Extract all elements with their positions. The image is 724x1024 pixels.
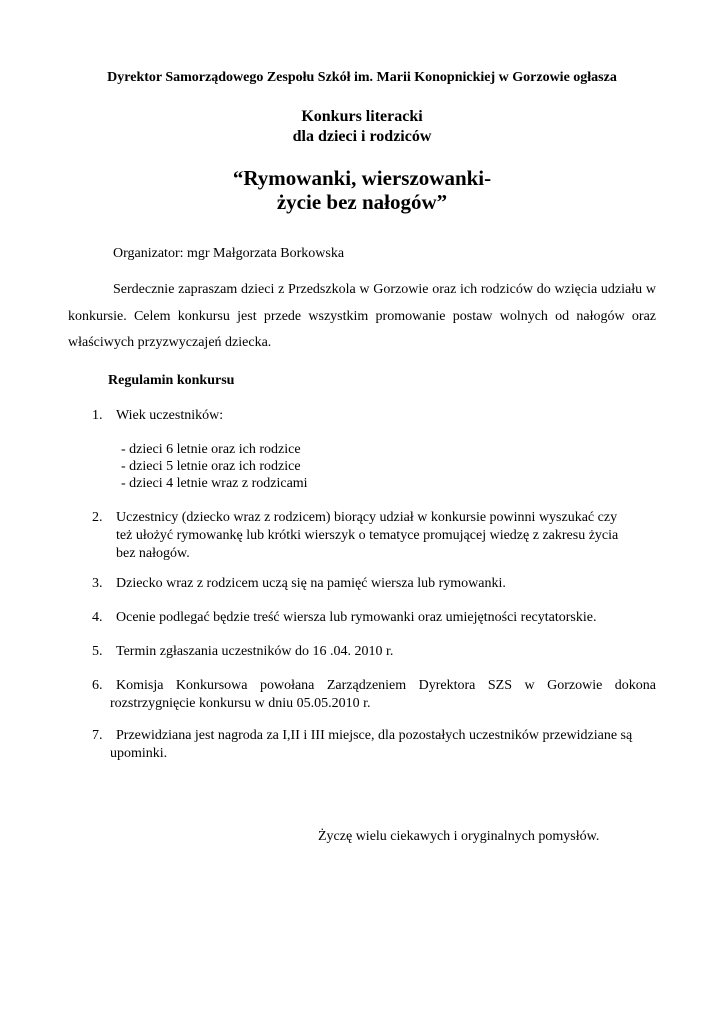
rule-number: 7. <box>92 728 103 743</box>
rule-item-6 <box>92 677 656 713</box>
rule-number: 5. <box>92 644 103 659</box>
rule-text: Ocenie podlegać będzie treść wiersza lub rymowanki oraz umiejętności recytatorskie. <box>116 610 597 625</box>
rule-number: 2. <box>92 510 103 525</box>
rule-item-1 <box>92 407 656 425</box>
rule-text: Dziecko wraz z rodzicem uczą się na pamięć wiersza lub rymowanki. <box>116 576 506 591</box>
organizer: Organizator: mgr Małgorzata Borkowska <box>113 246 345 261</box>
age-group-4: - dzieci 4 letnie wraz z rodzicami <box>121 476 308 491</box>
contest-title-line2: życie bez nałogów” <box>276 190 448 214</box>
rule-number: 4. <box>92 610 103 625</box>
announcement-header: Dyrektor Samorządowego Zespołu Szkół im. Marii Konopnickiej w Gorzowie ogłasza <box>107 70 617 85</box>
rule-item-7 <box>92 727 656 763</box>
rule-number: 3. <box>92 576 103 591</box>
contest-subtitle-line2: dla dzieci i rodziców <box>292 128 432 145</box>
rule-item-2 <box>92 509 656 563</box>
rule-text: Termin zgłaszania uczestników do 16 .04. 2010 r. <box>116 644 394 659</box>
rule-item-5 <box>92 643 656 661</box>
rule-text-line2: rozstrzygnięcie konkursu w dniu 05.05.2010 r. <box>110 696 371 711</box>
contest-title-line1: “Rymowanki, wierszowanki- <box>232 166 492 190</box>
rule-number: 6. <box>92 678 103 693</box>
closing-line: Życzę wielu ciekawych i oryginalnych pomysłów. <box>318 829 600 844</box>
rules-heading: Regulamin konkursu <box>108 373 235 388</box>
rule-text-line2: upominki. <box>110 746 168 761</box>
rule-text-line3: bez nałogów. <box>116 546 190 561</box>
rule-text: Wiek uczestników: <box>116 408 224 423</box>
rule-number: 1. <box>92 408 103 423</box>
contest-subtitle-line1: Konkurs literacki <box>301 108 423 125</box>
rule-item-3 <box>92 575 656 593</box>
rule-text-line1: Uczestnicy (dziecko wraz z rodzicem) biorący udział w konkursie powinni wyszukać czy <box>116 510 618 525</box>
rule-text-line1: Komisja Konkursowa powołana Zarządzeniem Dyrektora SZS w Gorzowie dokona <box>116 678 656 693</box>
rule-text-line1: Przewidziana jest nagroda za I,II i III miejsce, dla pozostałych uczestników przewidziane są <box>116 728 633 743</box>
intro-paragraph: Serdecznie zapraszam dzieci z Przedszkola w Gorzowie oraz ich rodziców do wzięcia udziału w konkursie. Celem konkursu jest przede wszystkim promowanie postaw wolnych od nałogów oraz właściwych przyzwyczajeń dziecka. <box>68 282 656 350</box>
rule-text-line2: też ułożyć rymowankę lub krótki wierszyk o tematyce promującej wiedzę z zakresu życia <box>116 528 619 543</box>
age-group-6: - dzieci 6 letnie oraz ich rodzice <box>121 442 301 457</box>
rule-item-4 <box>92 609 656 627</box>
age-group-5: - dzieci 5 letnie oraz ich rodzice <box>121 459 301 474</box>
